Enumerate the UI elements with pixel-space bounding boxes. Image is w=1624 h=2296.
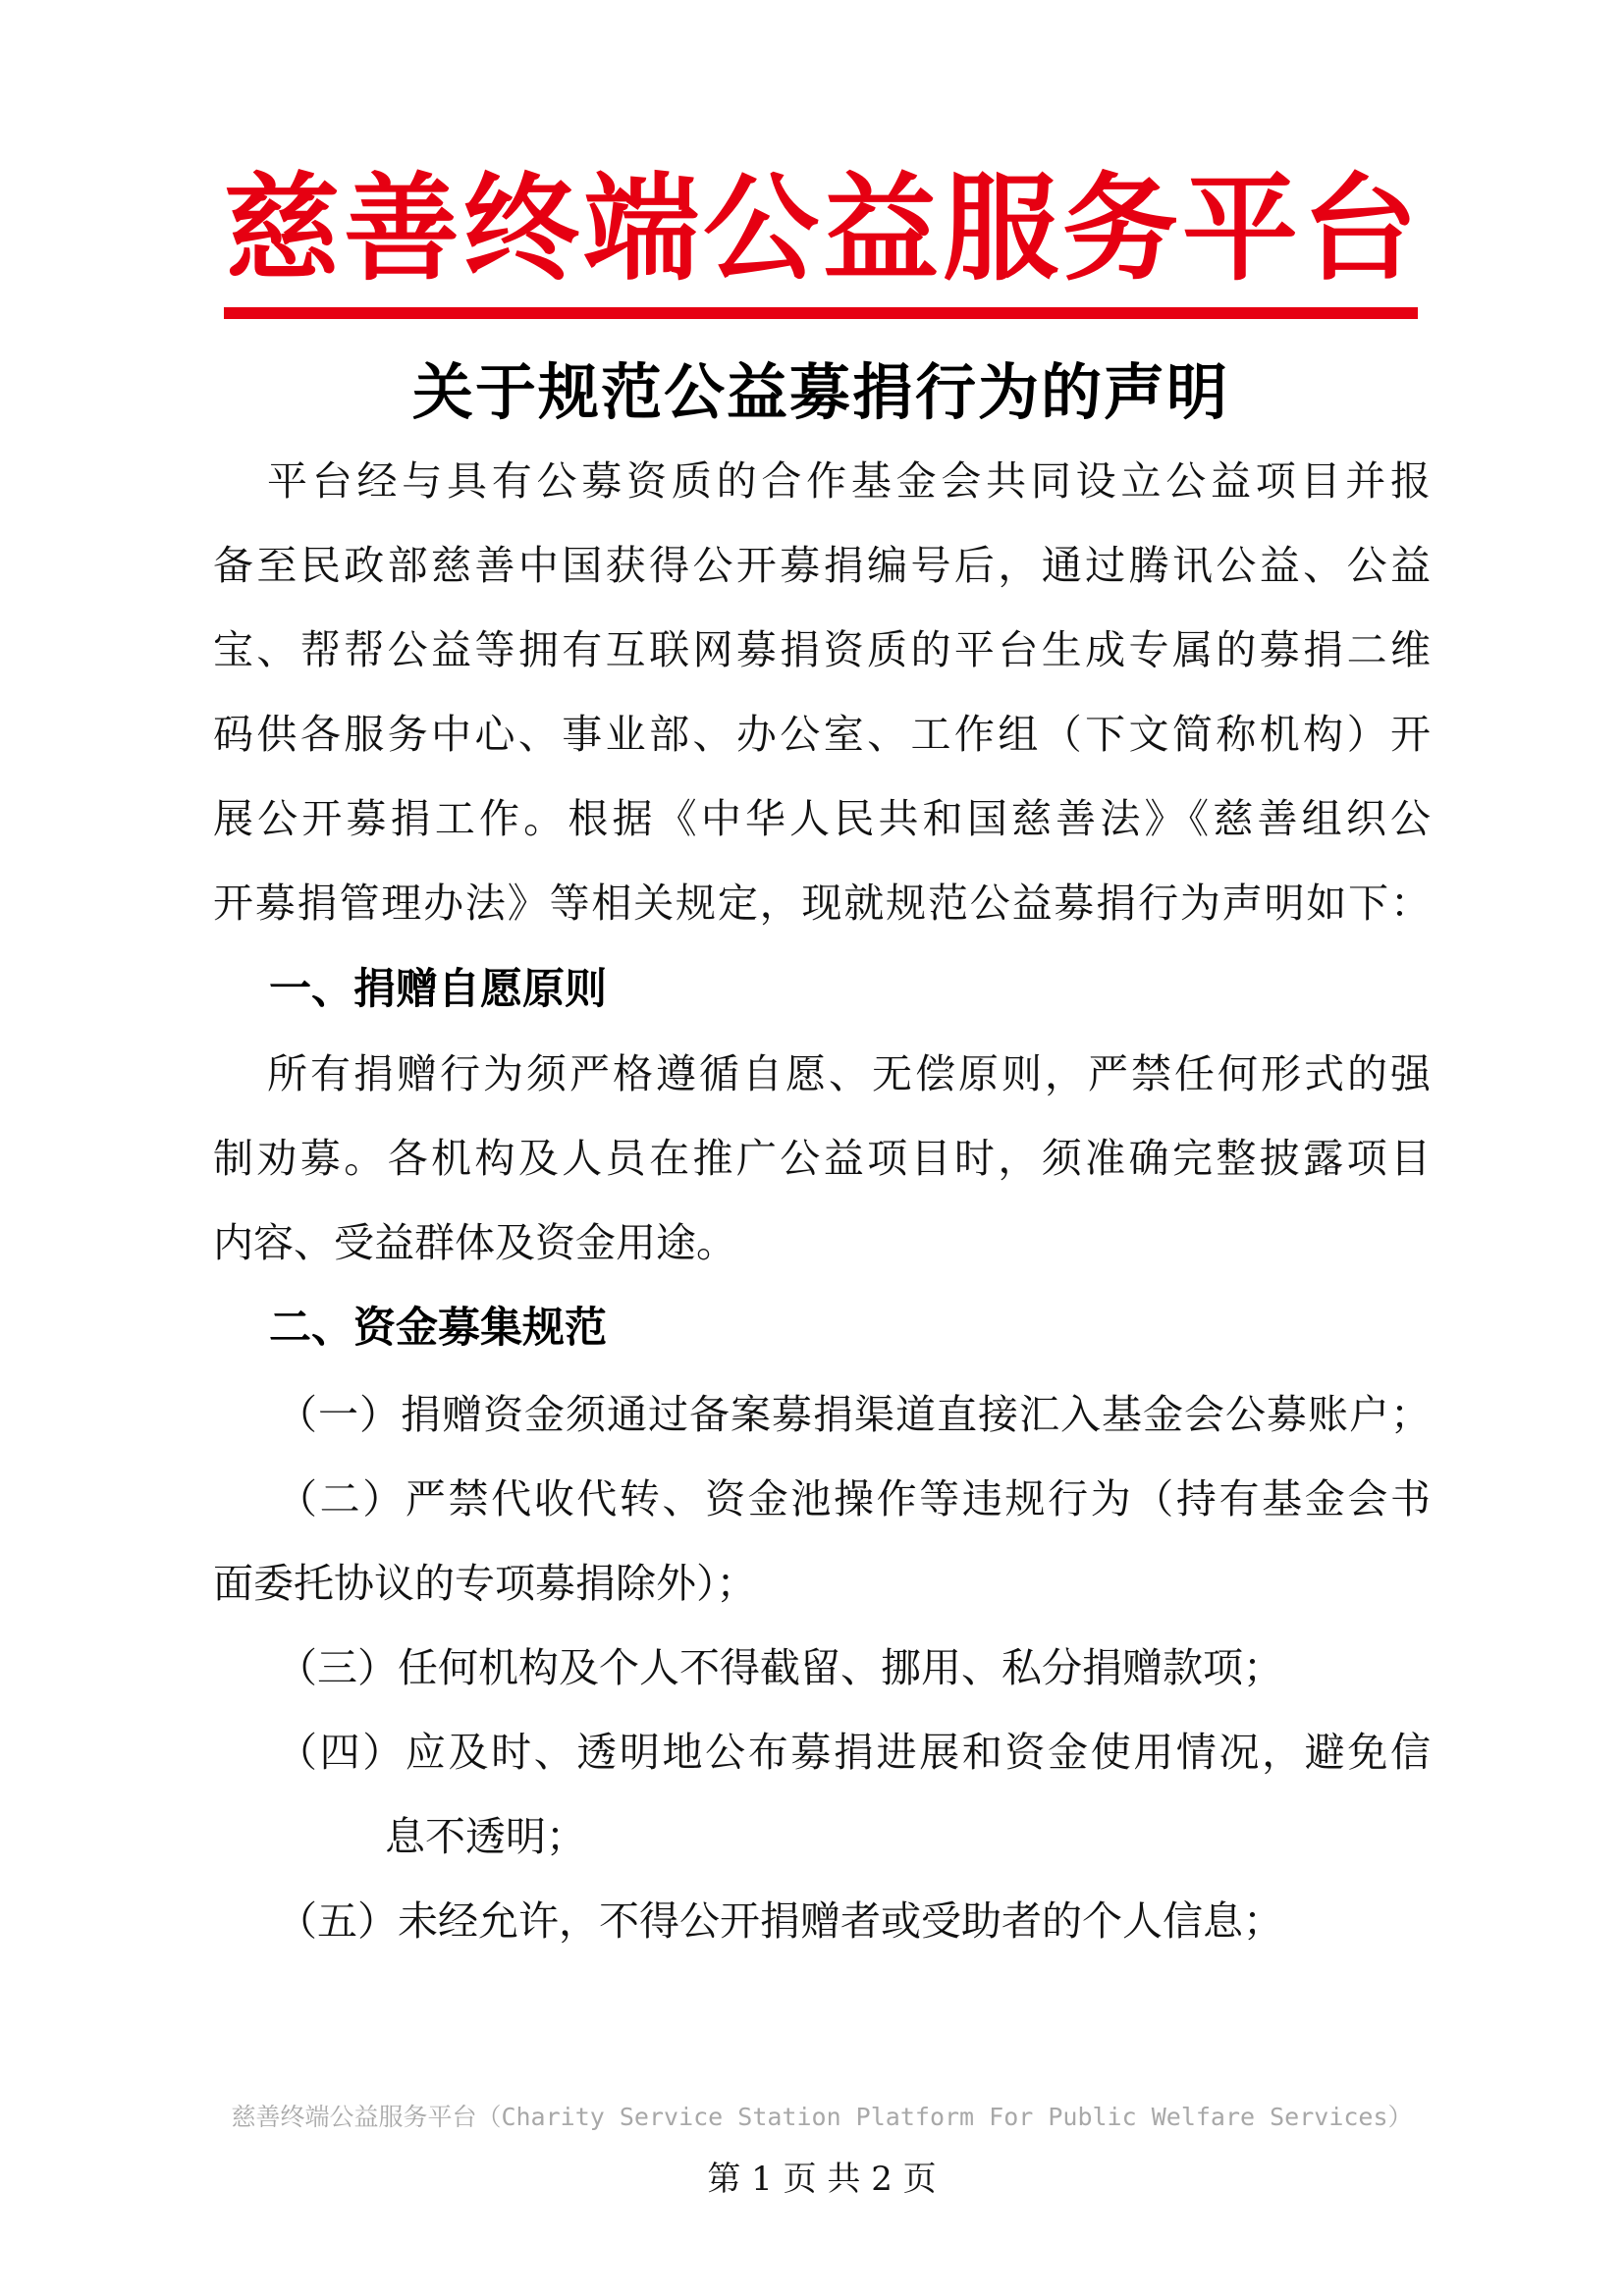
section-2-item-3: （三）任何机构及个人不得截留、挪用、私分捐赠款项； [277, 1644, 1283, 1691]
intro-line-2: 备至民政部慈善中国获得公开募捐编号后，通过腾讯公益、公益 [213, 542, 1431, 589]
section-2-item-2-continuation: 面委托协议的专项募捐除外）； [213, 1560, 757, 1607]
section-1-line-1: 所有捐赠行为须严格遵循自愿、无偿原则，严禁任何形式的强 [267, 1050, 1431, 1097]
section-2-heading: 二、资金募集规范 [269, 1304, 607, 1353]
document-title: 关于规范公益募捐行为的声明 [411, 356, 1229, 428]
section-1-heading: 一、捐赠自愿原则 [269, 965, 607, 1014]
section-2-item-2: （二）严禁代收代转、资金池操作等违规行为（持有基金会书 [277, 1475, 1431, 1522]
section-1-line-2: 制劝募。各机构及人员在推广公益项目时，须准确完整披露项目 [213, 1135, 1431, 1182]
intro-line-6: 开募捐管理办法》等相关规定，现就规范公益募捐行为声明如下： [213, 880, 1431, 927]
section-2-item-4-continuation: 息不透明； [385, 1813, 586, 1860]
section-2-item-5: （五）未经允许，不得公开捐赠者或受助者的个人信息； [277, 1897, 1283, 1945]
letterhead-divider [224, 307, 1418, 319]
section-1-line-3: 内容、受益群体及资金用途。 [213, 1219, 736, 1266]
intro-line-5: 展公开募捐工作。根据《中华人民共和国慈善法》《慈善组织公 [213, 795, 1431, 842]
intro-line-1: 平台经与具有公募资质的合作基金会共同设立公益项目并报 [267, 457, 1431, 505]
intro-line-4: 码供各服务中心、事业部、办公室、工作组（下文简称机构）开 [213, 711, 1431, 758]
section-2-item-1: （一）捐赠资金须通过备案募捐渠道直接汇入基金会公募账户； [277, 1391, 1431, 1438]
footer-tagline: 慈善终端公益服务平台（Charity Service Station Platform For Public Welfare Services） [231, 2103, 1413, 2131]
section-2-item-4: （四）应及时、透明地公布募捐进展和资金使用情况，避免信 [277, 1729, 1431, 1776]
page-number: 第 1 页 共 2 页 [707, 2160, 937, 2199]
intro-line-3: 宝、帮帮公益等拥有互联网募捐资质的平台生成专属的募捐二维 [213, 626, 1431, 673]
letterhead-title: 慈善终端公益服务平台 [224, 161, 1423, 296]
